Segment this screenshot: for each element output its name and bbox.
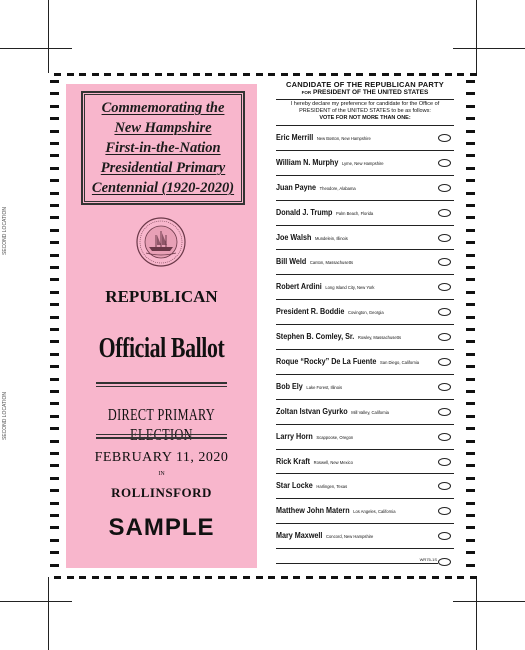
vote-oval[interactable] — [438, 209, 451, 217]
candidate-town: Roswell, New Mexico — [313, 459, 353, 465]
vote-oval[interactable] — [438, 184, 451, 192]
candidate-name-text: Larry Horn — [276, 431, 313, 441]
write-in-row[interactable] — [276, 548, 454, 571]
party-name: REPUBLICAN — [105, 287, 218, 306]
timing-mark — [466, 502, 475, 505]
timing-mark — [180, 73, 187, 76]
vote-oval[interactable] — [438, 308, 451, 316]
timing-mark — [369, 576, 376, 579]
timing-mark — [50, 514, 59, 517]
race-office-prefix: FOR — [301, 90, 312, 95]
timing-mark — [218, 73, 225, 76]
ballot-title: Official Ballot — [98, 333, 225, 364]
timing-mark — [50, 167, 59, 170]
crop-mark — [0, 601, 72, 602]
timing-mark — [466, 167, 475, 170]
crop-mark — [0, 48, 72, 49]
race-office-heading — [276, 89, 454, 97]
vote-oval[interactable] — [438, 134, 451, 142]
election-date: FEBRUARY 11, 2020 — [94, 450, 229, 465]
timing-mark — [466, 105, 475, 108]
race-party-heading: CANDIDATE OF THE REPUBLICAN PARTY — [286, 80, 444, 89]
timing-mark — [205, 73, 212, 76]
timing-mark — [466, 390, 475, 393]
candidate-row[interactable] — [276, 274, 454, 299]
candidate-name — [276, 407, 389, 416]
timing-mark — [50, 254, 59, 257]
sample-label: SAMPLE — [108, 514, 215, 541]
timing-mark — [466, 204, 475, 207]
candidate-town: Palm Beach, Florida — [336, 210, 374, 216]
timing-mark — [407, 73, 414, 76]
timing-mark — [356, 73, 363, 76]
timing-mark — [50, 229, 59, 232]
timing-mark — [281, 576, 288, 579]
candidate-row[interactable] — [276, 424, 454, 449]
timing-mark — [331, 73, 338, 76]
vote-limit: VOTE FOR NOT MORE THAN ONE: — [319, 115, 411, 121]
timing-mark — [466, 291, 475, 294]
candidate-row[interactable] — [276, 449, 454, 474]
timing-mark — [466, 340, 475, 343]
timing-mark — [130, 73, 137, 76]
crop-mark — [476, 0, 477, 73]
timing-mark — [256, 576, 263, 579]
candidate-name-text: Robert Ardini — [276, 282, 322, 292]
divider — [96, 434, 227, 435]
candidate-town: Canton, Massachusetts — [309, 260, 354, 266]
candidate-name — [276, 531, 373, 540]
candidate-name — [276, 183, 356, 192]
candidate-name-text: Juan Payne — [276, 182, 317, 192]
timing-mark — [79, 576, 86, 579]
timing-mark — [445, 576, 452, 579]
timing-mark — [466, 142, 475, 145]
crop-mark — [48, 577, 49, 650]
timing-mark — [142, 73, 149, 76]
timing-mark — [130, 576, 137, 579]
candidate-town: Harlingen, Texas — [316, 484, 348, 490]
timing-mark — [50, 303, 59, 306]
instruction-line: I hereby declare my preference for candidate for the Office of — [290, 101, 440, 107]
timing-mark — [50, 328, 59, 331]
timing-mark — [466, 179, 475, 182]
timing-mark — [268, 73, 275, 76]
timing-mark — [466, 489, 475, 492]
vote-oval[interactable] — [438, 159, 451, 167]
timing-mark — [466, 415, 475, 418]
candidate-row[interactable] — [276, 150, 454, 175]
timing-mark — [466, 266, 475, 269]
timing-mark — [104, 576, 111, 579]
timing-mark — [466, 477, 475, 480]
timing-mark — [50, 241, 59, 244]
candidate-name-text: Donald J. Trump — [276, 207, 333, 217]
commemorative-text — [92, 98, 234, 198]
timing-mark — [331, 576, 338, 579]
candidate-row[interactable] — [276, 523, 454, 548]
candidate-row[interactable] — [276, 324, 454, 349]
candidate-row[interactable] — [276, 299, 454, 324]
timing-mark — [394, 73, 401, 76]
timing-mark — [319, 73, 326, 76]
timing-mark — [50, 526, 59, 529]
candidate-name — [276, 506, 396, 515]
candidate-name-text: Joe Walsh — [276, 232, 312, 242]
timing-mark — [67, 73, 74, 76]
town-name: ROLLINSFORD — [111, 485, 212, 500]
timing-mark — [306, 73, 313, 76]
commemorative-line: Commemorating the — [101, 100, 225, 116]
ballot-left-panel — [66, 84, 257, 568]
timing-mark — [466, 564, 475, 567]
timing-mark — [466, 378, 475, 381]
timing-mark — [293, 73, 300, 76]
vote-oval[interactable] — [438, 333, 451, 341]
commemorative-line: New Hampshire — [114, 120, 212, 136]
timing-mark — [407, 576, 414, 579]
candidate-row[interactable] — [276, 473, 454, 498]
timing-mark — [243, 576, 250, 579]
in-label: IN — [158, 471, 165, 477]
commemorative-line: First-in-the-Nation — [105, 140, 221, 156]
timing-mark — [54, 576, 61, 579]
timing-mark — [205, 576, 212, 579]
timing-mark — [466, 92, 475, 95]
timing-mark — [344, 73, 351, 76]
timing-mark — [457, 576, 464, 579]
write-in-code: WR75-1S — [419, 557, 437, 563]
commemorative-box — [81, 91, 245, 205]
vote-oval[interactable] — [438, 258, 451, 266]
timing-mark — [432, 576, 439, 579]
timing-mark — [50, 353, 59, 356]
timing-mark — [466, 241, 475, 244]
candidate-town: Rowley, Massachusetts — [357, 335, 402, 341]
timing-mark — [319, 576, 326, 579]
candidate-name — [276, 432, 353, 441]
timing-mark — [466, 130, 475, 133]
timing-mark — [293, 576, 300, 579]
timing-mark — [369, 73, 376, 76]
timing-mark — [268, 576, 275, 579]
timing-mark — [466, 514, 475, 517]
candidate-row[interactable] — [276, 200, 454, 225]
timing-mark — [281, 73, 288, 76]
candidate-name — [276, 481, 347, 490]
timing-mark — [466, 402, 475, 405]
timing-mark — [466, 254, 475, 257]
timing-mark — [50, 80, 59, 83]
divider — [276, 99, 454, 100]
timing-mark — [117, 73, 124, 76]
timing-mark — [92, 73, 99, 76]
election-type: DIRECT PRIMARY — [107, 405, 216, 424]
timing-mark — [344, 576, 351, 579]
timing-mark — [230, 73, 237, 76]
timing-mark — [50, 390, 59, 393]
race-office: PRESIDENT OF THE UNITED STATES — [312, 89, 429, 96]
vote-oval[interactable] — [438, 383, 451, 391]
timing-mark — [50, 502, 59, 505]
vote-oval[interactable] — [438, 234, 451, 242]
timing-mark — [50, 365, 59, 368]
timing-mark — [466, 229, 475, 232]
timing-mark — [356, 576, 363, 579]
timing-mark — [466, 278, 475, 281]
candidate-name-text: Bob Ely — [276, 381, 303, 391]
vote-oval[interactable] — [438, 408, 451, 416]
timing-mark — [50, 291, 59, 294]
timing-mark — [466, 117, 475, 120]
candidate-town: Los Angeles, California — [353, 509, 396, 515]
vote-oval[interactable] — [438, 358, 451, 366]
timing-mark — [193, 73, 200, 76]
timing-mark — [466, 365, 475, 368]
timing-mark — [466, 303, 475, 306]
timing-mark — [50, 316, 59, 319]
timing-mark — [50, 551, 59, 554]
timing-mark — [117, 576, 124, 579]
candidate-name-text: Zoltan Istvan Gyurko — [276, 406, 348, 416]
timing-mark — [470, 576, 477, 579]
timing-mark — [50, 192, 59, 195]
timing-mark — [218, 576, 225, 579]
timing-mark — [466, 464, 475, 467]
timing-mark — [180, 576, 187, 579]
candidate-name-text: Matthew John Matern — [276, 506, 350, 516]
candidate-name — [276, 282, 374, 291]
divider — [96, 437, 227, 439]
timing-mark — [457, 73, 464, 76]
candidate-name — [276, 133, 371, 142]
timing-mark — [394, 576, 401, 579]
timing-mark — [50, 179, 59, 182]
candidate-row[interactable] — [276, 175, 454, 200]
candidate-list — [276, 125, 454, 571]
timing-mark — [50, 340, 59, 343]
candidate-name-text: Eric Merrill — [276, 133, 314, 142]
candidate-town: Scappoose, Oregon — [316, 434, 354, 440]
candidate-town: New Boston, New Hampshire — [316, 136, 371, 141]
crop-mark — [476, 577, 477, 650]
candidate-row[interactable] — [276, 498, 454, 523]
timing-mark — [466, 353, 475, 356]
timing-mark — [104, 73, 111, 76]
divider — [96, 386, 227, 387]
candidate-name — [276, 208, 373, 217]
timing-mark — [382, 576, 389, 579]
candidate-name — [276, 257, 353, 266]
candidate-row[interactable] — [276, 399, 454, 424]
timing-mark — [466, 192, 475, 195]
timing-mark — [50, 130, 59, 133]
candidate-town: Mill Valley, California — [351, 409, 389, 415]
candidate-name-text: Bill Weld — [276, 257, 307, 267]
candidate-name-text: William N. Murphy — [276, 157, 339, 167]
timing-mark — [470, 73, 477, 76]
candidate-name-text: Rick Kraft — [276, 456, 311, 466]
timing-mark — [50, 216, 59, 219]
candidate-name — [276, 457, 353, 466]
timing-mark — [466, 427, 475, 430]
timing-mark — [79, 73, 86, 76]
vote-oval[interactable] — [438, 507, 451, 515]
timing-mark — [466, 316, 475, 319]
timing-mark — [50, 415, 59, 418]
timing-mark — [243, 73, 250, 76]
timing-mark — [445, 73, 452, 76]
vote-oval[interactable] — [438, 482, 451, 490]
candidate-town: San Diego, California — [380, 360, 420, 366]
timing-mark — [419, 576, 426, 579]
candidate-town: Theodore, Alabama — [319, 185, 356, 191]
timing-mark — [92, 576, 99, 579]
timing-mark — [466, 328, 475, 331]
candidate-row[interactable] — [276, 225, 454, 250]
candidate-town: Lyme, New Hampshire — [341, 160, 384, 166]
timing-mark — [306, 576, 313, 579]
candidate-town: Covington, Georgia — [348, 310, 384, 316]
vote-oval[interactable] — [438, 532, 451, 540]
timing-mark — [466, 526, 475, 529]
crop-mark — [48, 0, 49, 73]
timing-mark — [155, 73, 162, 76]
write-in-line[interactable] — [276, 563, 438, 564]
timing-mark — [466, 551, 475, 554]
divider — [96, 382, 227, 384]
timing-mark — [193, 576, 200, 579]
timing-mark — [466, 452, 475, 455]
timing-mark — [466, 154, 475, 157]
candidate-row[interactable] — [276, 374, 454, 399]
instruction-line: PRESIDENT of the UNITED STATES to be as follows: — [299, 108, 431, 114]
candidate-town: Long Island City, New York — [325, 285, 375, 291]
timing-mark — [466, 80, 475, 83]
crop-mark — [453, 601, 525, 602]
candidate-name-text: Roque “Rocky” De La Fuente — [276, 357, 377, 367]
vote-oval[interactable] — [438, 433, 451, 441]
timing-mark — [155, 576, 162, 579]
state-seal-icon — [136, 217, 186, 267]
candidate-row[interactable] — [276, 125, 454, 150]
crop-mark — [453, 48, 525, 49]
vote-oval[interactable] — [438, 558, 451, 566]
timing-mark — [167, 73, 174, 76]
candidate-name-text: Star Locke — [276, 481, 313, 491]
timing-mark — [50, 154, 59, 157]
timing-mark — [67, 576, 74, 579]
timing-mark — [50, 427, 59, 430]
timing-mark — [50, 477, 59, 480]
candidate-town: Mundelein, Illinois — [314, 235, 348, 241]
side-label: SECOND LOCATION — [2, 207, 8, 255]
candidate-row[interactable] — [276, 349, 454, 374]
timing-mark — [50, 278, 59, 281]
timing-mark — [50, 92, 59, 95]
candidate-name — [276, 233, 348, 242]
timing-mark — [50, 402, 59, 405]
vote-oval[interactable] — [438, 283, 451, 291]
timing-mark — [50, 564, 59, 567]
timing-mark — [466, 216, 475, 219]
timing-mark — [256, 73, 263, 76]
side-label: SECOND LOCATION — [2, 392, 8, 440]
vote-oval[interactable] — [438, 458, 451, 466]
candidate-name — [276, 382, 342, 391]
candidate-name-text: President R. Boddie — [276, 307, 345, 317]
timing-mark — [50, 452, 59, 455]
race-header — [276, 80, 454, 122]
timing-mark — [50, 539, 59, 542]
timing-mark — [50, 464, 59, 467]
timing-mark — [382, 73, 389, 76]
timing-mark — [142, 576, 149, 579]
timing-mark — [50, 378, 59, 381]
timing-mark — [50, 105, 59, 108]
timing-mark — [50, 266, 59, 269]
timing-mark — [50, 142, 59, 145]
timing-mark — [419, 73, 426, 76]
timing-mark — [432, 73, 439, 76]
timing-mark — [167, 576, 174, 579]
timing-mark — [466, 539, 475, 542]
commemorative-line: Presidential Primary — [100, 160, 226, 176]
timing-mark — [466, 440, 475, 443]
candidate-name-text: Mary Maxwell — [276, 531, 323, 541]
candidate-town: Lake Forest, Illinois — [306, 384, 343, 390]
timing-mark — [50, 440, 59, 443]
timing-mark — [50, 489, 59, 492]
candidate-town: Concord, New Hampshire — [326, 534, 374, 540]
timing-mark — [230, 576, 237, 579]
candidate-name — [276, 332, 401, 341]
timing-mark — [50, 117, 59, 120]
candidate-name — [276, 357, 419, 366]
timing-mark — [54, 73, 61, 76]
candidate-row[interactable] — [276, 249, 454, 274]
candidate-name-text: Stephen B. Comley, Sr. — [276, 332, 355, 342]
candidate-name — [276, 158, 384, 167]
candidate-name — [276, 307, 384, 316]
timing-mark — [50, 204, 59, 207]
commemorative-line: Centennial (1920-2020) — [91, 180, 235, 196]
